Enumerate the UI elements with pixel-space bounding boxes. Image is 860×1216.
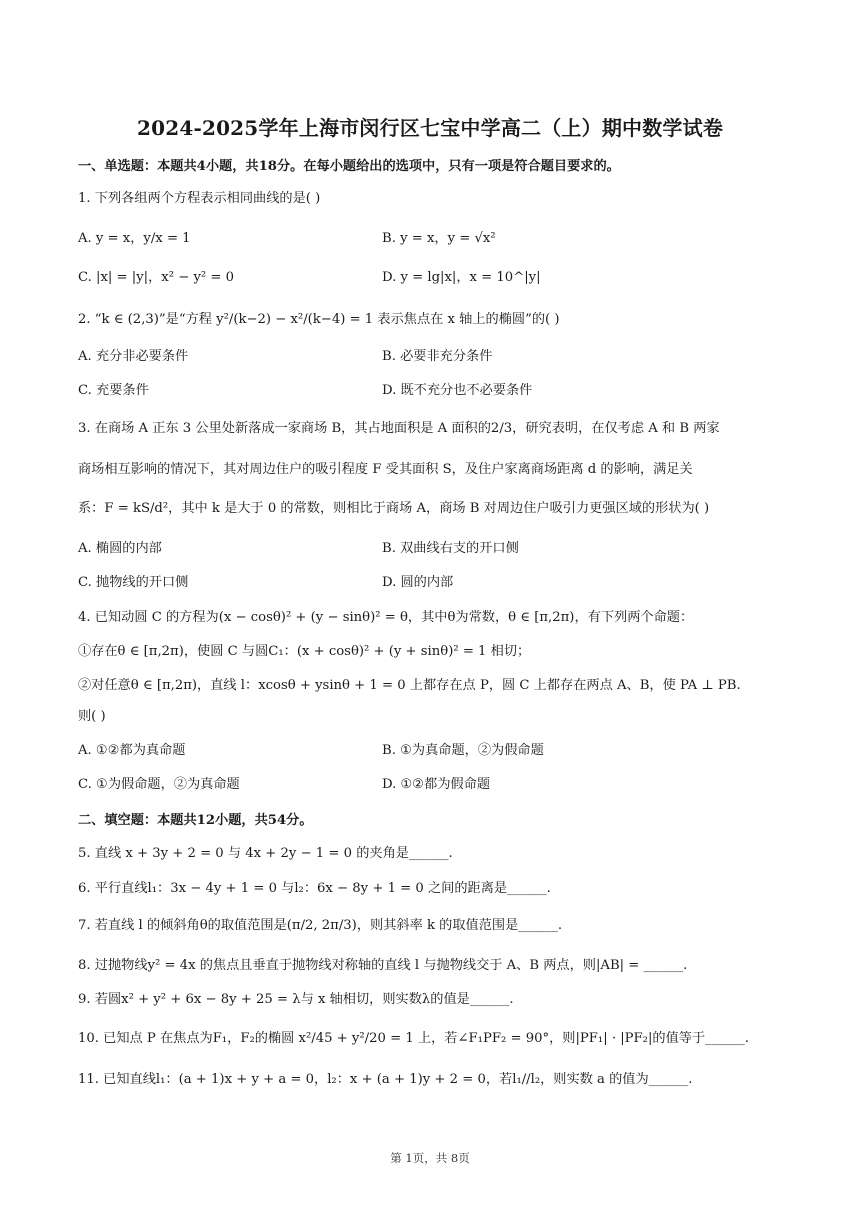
question-11: 11. 已知直线l₁：(a + 1)x + y + a = 0，l₂：x + (a + 1)y + 2 = 0，若l₁//l₂，则实数 a 的值为______. <box>78 1072 693 1087</box>
question-2-option-a: A. 充分非必要条件 <box>78 349 189 364</box>
question-1-option-d: D. y = lg|x|，x = 10^|y| <box>382 270 541 285</box>
question-6: 6. 平行直线l₁：3x − 4y + 1 = 0 与l₂：6x − 8y + 1 = 0 之间的距离是______. <box>78 881 551 896</box>
question-3-line-2: 商场相互影响的情况下，其对周边住户的吸引程度 F 受其面积 S，及住户家离商场距离 d 的影响，满足关 <box>78 462 693 477</box>
section-1-header: 一、单选题：本题共4小题，共18分。在每小题给出的选项中，只有一项是符合题目要求的。 <box>78 159 620 174</box>
question-3-option-b: B. 双曲线右支的开口侧 <box>382 541 519 556</box>
question-1-option-c: C. |x| = |y|，x² − y² = 0 <box>78 270 235 285</box>
question-1-option-b: B. y = x，y = √x² <box>382 231 496 246</box>
page-footer: 第 1页，共 8页 <box>390 1151 470 1165</box>
question-10: 10. 已知点 P 在焦点为F₁，F₂的椭圆 x²/45 + y²/20 = 1 上，若∠F₁PF₂ = 90°，则|PF₁| · |PF₂|的值等于______. <box>78 1031 749 1046</box>
question-2-option-d: D. 既不充分也不必要条件 <box>382 383 533 398</box>
question-3-option-d: D. 圆的内部 <box>382 575 454 590</box>
question-4-option-d: D. ①②都为假命题 <box>382 777 491 792</box>
question-2-stem: 2. “k ∈ (2,3)”是“方程 y²/(k−2) − x²/(k−4) = 1 表示焦点在 x 轴上的椭圆”的( ) <box>78 312 560 327</box>
question-9: 9. 若圆x² + y² + 6x − 8y + 25 = λ与 x 轴相切，则实数λ的值是______. <box>78 992 514 1007</box>
question-4-line-3: ②对任意θ ∈ [π,2π)，直线 l：xcosθ + ysinθ + 1 = 0 上都存在点 P，圆 C 上都存在两点 A、B，使 PA ⊥ PB. <box>78 678 741 693</box>
question-3-option-a: A. 椭圆的内部 <box>78 541 162 556</box>
question-1-stem: 1. 下列各组两个方程表示相同曲线的是( ) <box>78 191 321 206</box>
question-7: 7. 若直线 l 的倾斜角θ的取值范围是(π/2, 2π/3)，则其斜率 k 的取值范围是______. <box>78 918 563 933</box>
question-4-line-1: 4. 已知动圆 C 的方程为(x − cosθ)² + (y − sinθ)² = θ，其中θ为常数，θ ∈ [π,2π)，有下列两个命题： <box>78 610 694 625</box>
question-8: 8. 过抛物线y² = 4x 的焦点且垂直于抛物线对称轴的直线 l 与抛物线交于 A、B 两点，则|AB| = ______. <box>78 958 688 973</box>
question-4-line-4: 则( ) <box>78 709 106 724</box>
question-4-line-2: ①存在θ ∈ [π,2π)，使圆 C 与圆C₁：(x + cosθ)² + (y + sinθ)² = 1 相切； <box>78 644 531 659</box>
question-2-option-c: C. 充要条件 <box>78 383 149 398</box>
question-5: 5. 直线 x + 3y + 2 = 0 与 4x + 2y − 1 = 0 的夹角是______. <box>78 846 453 861</box>
question-3-line-1: 3. 在商场 A 正东 3 公里处新落成一家商场 B，其占地面积是 A 面积的2/3，研究表明，在仅考虑 A 和 B 两家 <box>78 421 720 436</box>
question-2-option-b: B. 必要非充分条件 <box>382 349 493 364</box>
question-3-line-3: 系：F = kS/d²，其中 k 是大于 0 的常数，则相比于商场 A，商场 B 对周边住户吸引力更强区域的形状为( ) <box>78 501 710 516</box>
question-4-option-b: B. ①为真命题，②为假命题 <box>382 743 544 758</box>
question-4-option-a: A. ①②都为真命题 <box>78 743 186 758</box>
question-4-option-c: C. ①为假命题，②为真命题 <box>78 777 240 792</box>
page-title: 2024-2025学年上海市闵行区七宝中学高二（上）期中数学试卷 <box>136 116 724 140</box>
section-2-header: 二、填空题：本题共12小题，共54分。 <box>78 813 313 828</box>
question-3-option-c: C. 抛物线的开口侧 <box>78 575 189 590</box>
question-1-option-a: A. y = x，y/x = 1 <box>78 231 191 246</box>
